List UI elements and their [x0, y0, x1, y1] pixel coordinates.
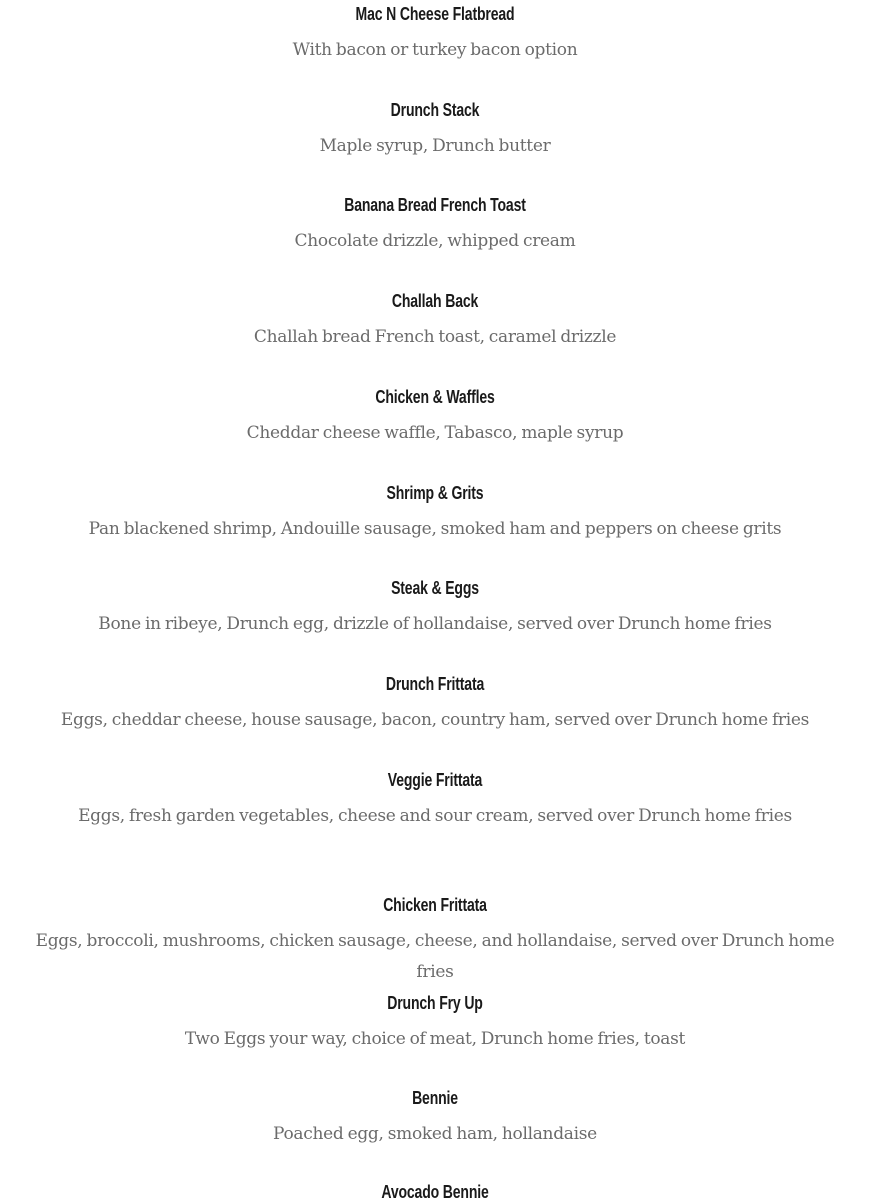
- menu-item-name: Drunch Fry Up: [387, 993, 483, 1013]
- menu-item: [0, 1086, 870, 1150]
- menu-item: [0, 98, 870, 162]
- menu-item-name: Drunch Stack: [390, 100, 480, 120]
- menu-item-name: Shrimp & Grits: [386, 483, 484, 503]
- menu-item: [0, 991, 870, 1055]
- menu-item: [0, 385, 870, 449]
- menu-item-name: Bennie: [412, 1088, 458, 1108]
- menu-item: [0, 1180, 870, 1204]
- menu-item: [0, 2, 870, 66]
- menu-item: [0, 289, 870, 353]
- menu-item-description: Eggs, fresh garden vegetables, cheese and sour cream, served over Drunch home fries: [78, 806, 792, 826]
- menu-item-description: Two Eggs your way, choice of meat, Drunch home fries, toast: [184, 1029, 686, 1049]
- menu-item-description: Maple syrup, Drunch butter: [319, 136, 551, 156]
- menu-item-description: Eggs, broccoli, mushrooms, chicken sausage, cheese, and hollandaise, served over Drunch home fries: [35, 931, 835, 982]
- menu-item: [0, 193, 870, 257]
- menu-item-name: Steak & Eggs: [391, 578, 479, 598]
- menu-item-name: Chicken Frittata: [383, 895, 487, 915]
- menu-item-name: Drunch Frittata: [385, 674, 485, 694]
- menu-item-description: With bacon or turkey bacon option: [292, 40, 578, 60]
- menu-item: [0, 768, 870, 832]
- menu-item-name: Challah Back: [391, 291, 479, 311]
- menu-item-name: Veggie Frittata: [387, 770, 483, 790]
- menu-item-description: Bone in ribeye, Drunch egg, drizzle of hollandaise, served over Drunch home fries: [98, 614, 772, 634]
- menu-item-name: Chicken & Waffles: [375, 387, 495, 407]
- menu-item-name: Mac N Cheese Flatbread: [355, 4, 515, 24]
- menu-item-description: Cheddar cheese waffle, Tabasco, maple syrup: [246, 423, 624, 443]
- menu-item: [0, 893, 870, 988]
- menu-item-description: Challah bread French toast, caramel drizzle: [253, 327, 617, 347]
- menu-item-description: Pan blackened shrimp, Andouille sausage, smoked ham and peppers on cheese grits: [88, 519, 782, 539]
- menu-item-name: Banana Bread French Toast: [344, 195, 526, 215]
- menu-item-name: Avocado Bennie: [381, 1182, 489, 1202]
- menu-item: [0, 481, 870, 545]
- menu-item-description: Eggs, cheddar cheese, house sausage, bacon, country ham, served over Drunch home fries: [60, 710, 810, 730]
- menu-item-description: Chocolate drizzle, whipped cream: [294, 231, 576, 251]
- menu-item-description: Poached egg, smoked ham, hollandaise: [273, 1124, 597, 1144]
- menu-item: [0, 672, 870, 736]
- menu-item: [0, 576, 870, 640]
